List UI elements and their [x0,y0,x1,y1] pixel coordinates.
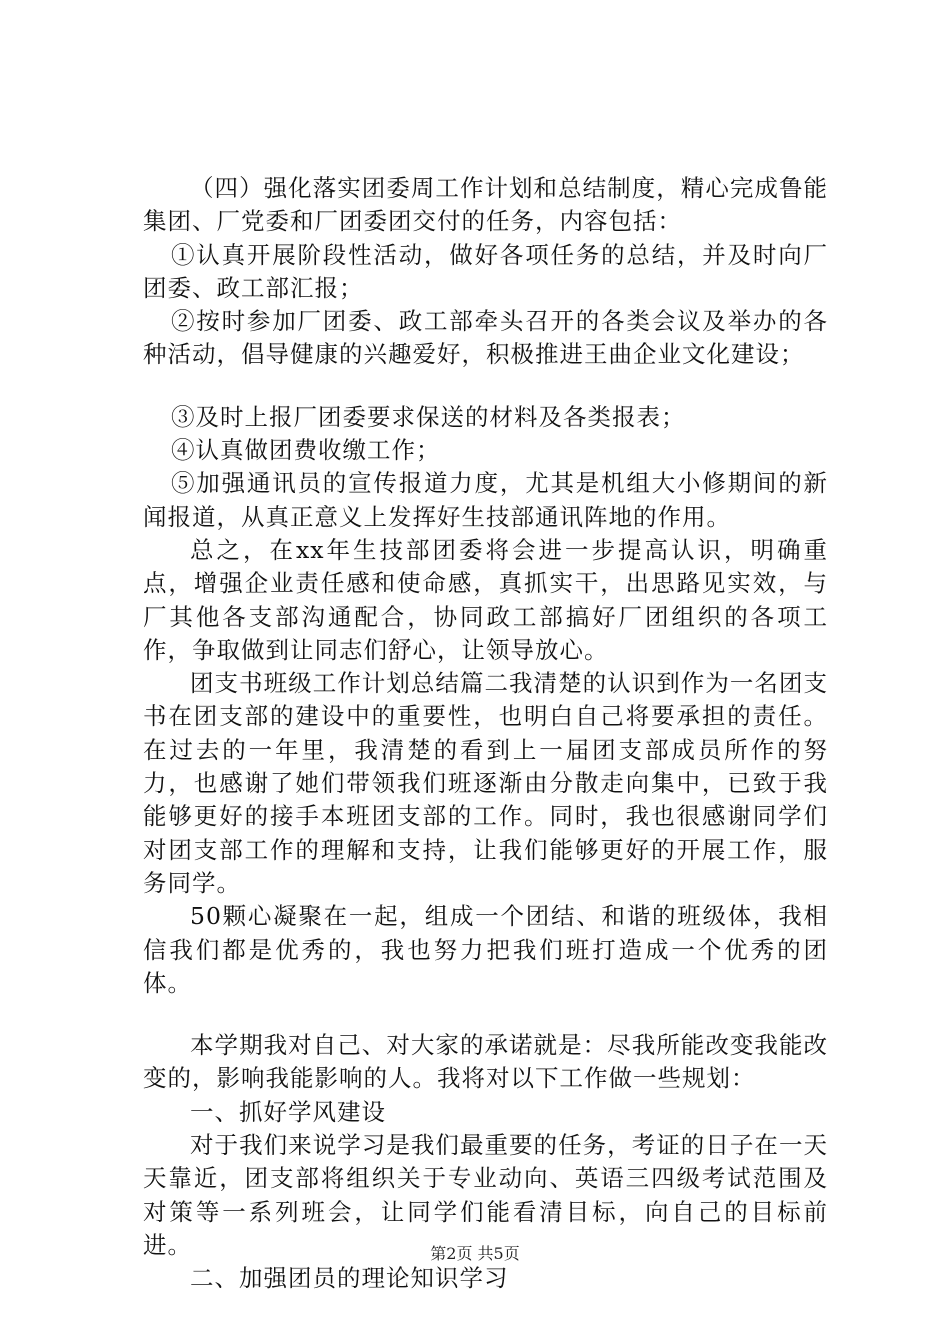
page-number-footer: 第2页 共5页 [430,1244,520,1263]
heading-theory-study: 二、加强团员的理论知识学习 [190,1264,509,1293]
paragraph-study-style: 对于我们来说学习是我们最重要的任务，考证的日子在一天天靠近，团支部将组织关于专业动向、英语三四级考试范围及对策等一系列班会，让同学们能看清目标，向自己的目标前进。 [143,1131,828,1259]
paragraph-commitment: 本学期我对自己、对大家的承诺就是：尽我所能改变我能改变的，影响我能影响的人。我将对以下工作做一些规划： [143,1031,828,1093]
paragraph-part-two-intro: 团支书班级工作计划总结篇二我清楚的认识到作为一名团支书在团支部的建设中的重要性，也明白自己将要承担的责任。在过去的一年里，我清楚的看到上一届团支部成员所作的努力，也感谢了她们带领我们班逐渐由分散走向集中，已致于我能够更好的接手本班团支部的工作。同时，我也很感谢同学们对团支部工作的理解和支持，让我们能够更好的开展工作，服务同学。 [143,669,828,897]
paragraph-item-5: ⑤加强通讯员的宣传报道力度，尤其是机组大小修期间的新闻报道，从真正意义上发挥好生技部通讯阵地的作用。 [143,469,828,531]
document-body [143,172,828,1296]
paragraph-item-4: ④认真做团费收缴工作； [171,436,441,465]
paragraph-item-2: ②按时参加厂团委、政工部牵头召开的各类会议及举办的各种活动，倡导健康的兴趣爱好，积极推进王曲企业文化建设； [143,307,828,369]
paragraph-weekly-plan: （四）强化落实团委周工作计划和总结制度，精心完成鲁能集团、厂党委和厂团委团交付的任务，内容包括： [143,174,828,236]
heading-study-style: 一、抓好学风建设 [190,1097,386,1126]
paragraph-item-1: ①认真开展阶段性活动，做好各项任务的总结，并及时向厂团委、政工部汇报； [143,240,828,302]
paragraph-summary: 总之，在xx年生技部团委将会进一步提高认识，明确重点，增强企业责任感和使命感，真抓实干，出思路见实效，与厂其他各支部沟通配合，协同政工部搞好厂团组织的各项工作，争取做到让同志们舒心，让领导放心。 [143,535,828,664]
paragraph-item-3: ③及时上报厂团委要求保送的材料及各类报表； [171,402,686,431]
paragraph-fifty-hearts: 50颗心凝聚在一起，组成一个团结、和谐的班级体，我相信我们都是优秀的，我也努力把我们班打造成一个优秀的团体。 [143,902,828,997]
